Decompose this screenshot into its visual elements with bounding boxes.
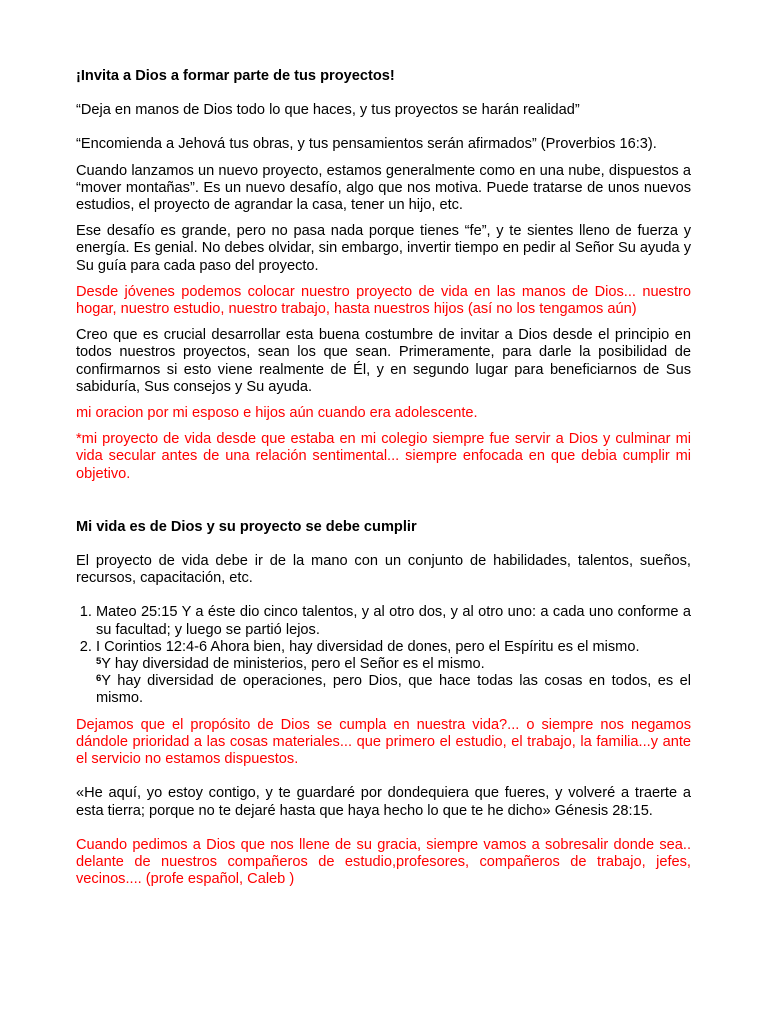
list-item-text: I Corintios 12:4-6 Ahora bien, hay diversidad de dones, pero el Espíritu es el mismo. bbox=[96, 638, 640, 655]
section-heading-my-life: Mi vida es de Dios y su proyecto se debe cumplir bbox=[76, 518, 417, 535]
verse-line bbox=[96, 656, 691, 673]
verse-line bbox=[96, 673, 691, 707]
quote-paragraph: “Deja en manos de Dios todo lo que haces, y tus proyectos se harán realidad” bbox=[76, 102, 580, 119]
red-note-purpose: Dejamos que el propósito de Dios se cumpla en nuestra vida?... o siempre nos negamos dándole prioridad a las cosas materiales... que primero el estudio, el trabajo, la familia...y ante el servicio no estamos dispuestos. bbox=[76, 716, 691, 768]
body-paragraph-habit: Creo que es crucial desarrollar esta buena costumbre de invitar a Dios desde el principio en todos nuestros proyectos, sean los que sean. Primeramente, para darle la posibilidad de confirmarnos si esto viene realmente de Él, y en segundo lugar para beneficiarnos de Sus sabiduría, Sus consejos y Su ayuda. bbox=[76, 327, 691, 395]
red-note-prayer: mi oracion por mi esposo e hijos aún cuando era adolescente. bbox=[76, 405, 478, 422]
body-paragraph-new-project: Cuando lanzamos un nuevo proyecto, estamos generalmente como en una nube, dispuestos a “mover montañas”. Es un nuevo desafío, algo que nos motiva. Puede tratarse de unos nuevos estudios, el proyecto de agrandar la casa, tener un hijo, etc. bbox=[76, 162, 691, 214]
verse-text: Y hay diversidad de ministerios, pero el Señor es el mismo. bbox=[101, 656, 485, 673]
red-note-life-project: *mi proyecto de vida desde que estaba en mi colegio siempre fue servir a Dios y culminar mi vida secular antes de una relación sentimental... siempre enfocada en que debia cumplir mi objetivo. bbox=[76, 431, 691, 482]
verse-number: 6 bbox=[96, 673, 102, 685]
scripture-list bbox=[76, 604, 691, 707]
document-page bbox=[76, 68, 691, 888]
body-paragraph-challenge: Ese desafío es grande, pero no pasa nada porque tienes “fe”, y te sientes lleno de fuerza y energía. Es genial. No debes olvidar, sin embargo, invertir tiempo en pedir al Señor Su ayuda y Su guía para cada paso del proyecto. bbox=[76, 223, 691, 274]
verse-number: 5 bbox=[96, 656, 102, 668]
list-item bbox=[96, 639, 691, 708]
body-paragraph-skills: El proyecto de vida debe ir de la mano con un conjunto de habilidades, talentos, sueños, recursos, capacitación, etc. bbox=[76, 553, 691, 587]
verse-text: Y hay diversidad de operaciones, pero Dios, que hace todas las cosas en todos, es el mismo. bbox=[96, 673, 691, 707]
list-item bbox=[96, 604, 691, 638]
list-item-text: Mateo 25:15 Y a éste dio cinco talentos, y al otro dos, y al otro uno: a cada uno conforme a su facultad; y luego se partió lejos. bbox=[96, 604, 691, 638]
red-note-youth: Desde jóvenes podemos colocar nuestro proyecto de vida en las manos de Dios... nuestro hogar, nuestro estudio, nuestro trabajo, hasta nuestros hijos (así no los tengamos aún) bbox=[76, 283, 691, 318]
red-note-grace: Cuando pedimos a Dios que nos llene de su gracia, siempre vamos a sobresalir donde sea.. delante de nuestros compañeros de estudio,profesores, compañeros de trabajo, jefes, vecinos.... (profe español, Caleb ) bbox=[76, 836, 691, 888]
section-heading-invite: ¡Invita a Dios a formar parte de tus proyectos! bbox=[76, 68, 395, 84]
proverbs-quote: “Encomienda a Jehová tus obras, y tus pensamientos serán afirmados” (Proverbios 16:3). bbox=[76, 136, 657, 153]
genesis-quote: «He aquí, yo estoy contigo, y te guardaré por dondequiera que fueres, y volveré a traerte a esta tierra; porque no te dejaré hasta que haya hecho lo que te he dicho» Génesis 28:15. bbox=[76, 785, 691, 819]
